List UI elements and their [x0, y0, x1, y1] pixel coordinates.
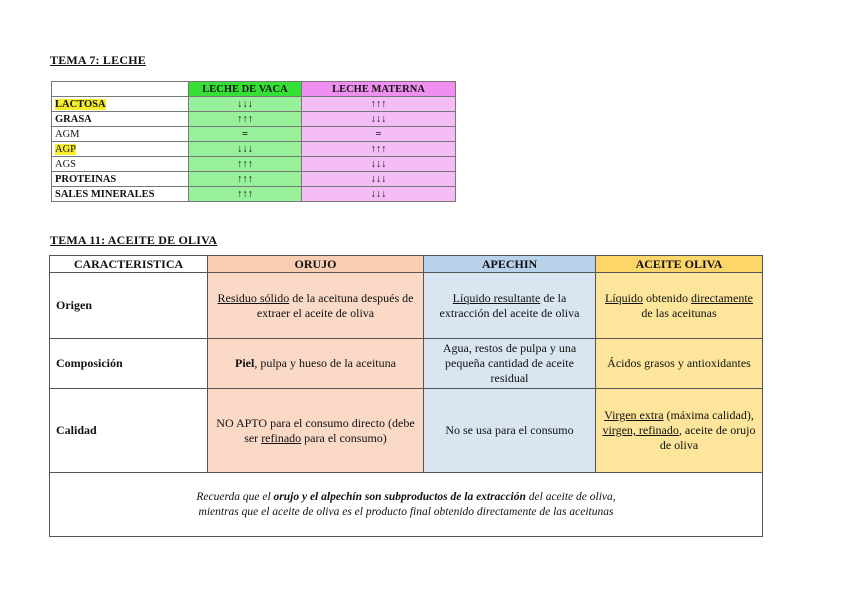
- table-row-origen: [50, 273, 763, 339]
- row-label-proteinas: PROTEINAS: [52, 172, 189, 187]
- table-row: [52, 97, 456, 112]
- table-row: [52, 157, 456, 172]
- row-label-agp: AGP: [52, 142, 189, 157]
- table-header-row: [52, 82, 456, 97]
- col-aceite-oliva: ACEITE OLIVA: [596, 256, 763, 273]
- col-orujo: ORUJO: [208, 256, 424, 273]
- col-apechin: APECHIN: [424, 256, 596, 273]
- table-header-row: [50, 256, 763, 273]
- aceite-calidad: Virgen extra (máxima calidad), virgen, refinado, aceite de orujo de oliva: [596, 389, 763, 473]
- row-label-agm: AGM: [52, 127, 189, 142]
- orujo-calidad: NO APTO para el consumo directo (debe ser refinado para el consumo): [208, 389, 424, 473]
- vaca-value: ↓↓↓: [189, 142, 302, 157]
- materna-value: ↓↓↓: [302, 187, 456, 202]
- table-row: [52, 112, 456, 127]
- row-label-composicion: Composición: [50, 339, 208, 389]
- aceite-composicion: Ácidos grasos y antioxidantes: [596, 339, 763, 389]
- vaca-value: ↑↑↑: [189, 172, 302, 187]
- vaca-value: ↑↑↑: [189, 187, 302, 202]
- tema7-heading: TEMA 7: LECHE: [50, 53, 146, 67]
- materna-value: =: [302, 127, 456, 142]
- tema11-heading: TEMA 11: ACEITE DE OLIVA: [50, 233, 218, 247]
- vaca-value: ↑↑↑: [189, 112, 302, 127]
- row-label-ags: AGS: [52, 157, 189, 172]
- vaca-value: =: [189, 127, 302, 142]
- table-row-note: [50, 473, 763, 537]
- table-row-composicion: [50, 339, 763, 389]
- milk-comparison-table: [51, 81, 456, 202]
- vaca-value: ↓↓↓: [189, 97, 302, 112]
- apechin-composicion: Agua, restos de pulpa y una pequeña cantidad de aceite residual: [424, 339, 596, 389]
- olive-oil-table: [49, 255, 763, 537]
- col-leche-materna: LECHE MATERNA: [302, 82, 456, 97]
- apechin-calidad: No se usa para el consumo: [424, 389, 596, 473]
- materna-value: ↑↑↑: [302, 97, 456, 112]
- row-label-lactosa: LACTOSA: [52, 97, 189, 112]
- materna-value: ↓↓↓: [302, 172, 456, 187]
- materna-value: ↓↓↓: [302, 112, 456, 127]
- table-row: [52, 172, 456, 187]
- row-label-calidad: Calidad: [50, 389, 208, 473]
- row-label-origen: Origen: [50, 273, 208, 339]
- table-row: [52, 187, 456, 202]
- materna-value: ↓↓↓: [302, 157, 456, 172]
- vaca-value: ↑↑↑: [189, 157, 302, 172]
- table-row-calidad: [50, 389, 763, 473]
- empty-header-cell: [52, 82, 189, 97]
- table-row: [52, 127, 456, 142]
- apechin-origen: Líquido resultante de la extracción del aceite de oliva: [424, 273, 596, 339]
- materna-value: ↑↑↑: [302, 142, 456, 157]
- col-caracteristica: CARACTERISTICA: [50, 256, 208, 273]
- row-label-sales-minerales: SALES MINERALES: [52, 187, 189, 202]
- orujo-origen: Residuo sólido de la aceituna después de extraer el aceite de oliva: [208, 273, 424, 339]
- aceite-origen: Líquido obtenido directamente de las aceitunas: [596, 273, 763, 339]
- table-row: [52, 142, 456, 157]
- col-leche-vaca: LECHE DE VACA: [189, 82, 302, 97]
- footnote: Recuerda que el orujo y el alpechín son subproductos de la extracción del aceite de oliva, mientras que el aceite de oliva es el producto final obtenido directamente de las aceitunas: [50, 473, 763, 537]
- row-label-grasa: GRASA: [52, 112, 189, 127]
- orujo-composicion: Piel, pulpa y hueso de la aceituna: [208, 339, 424, 389]
